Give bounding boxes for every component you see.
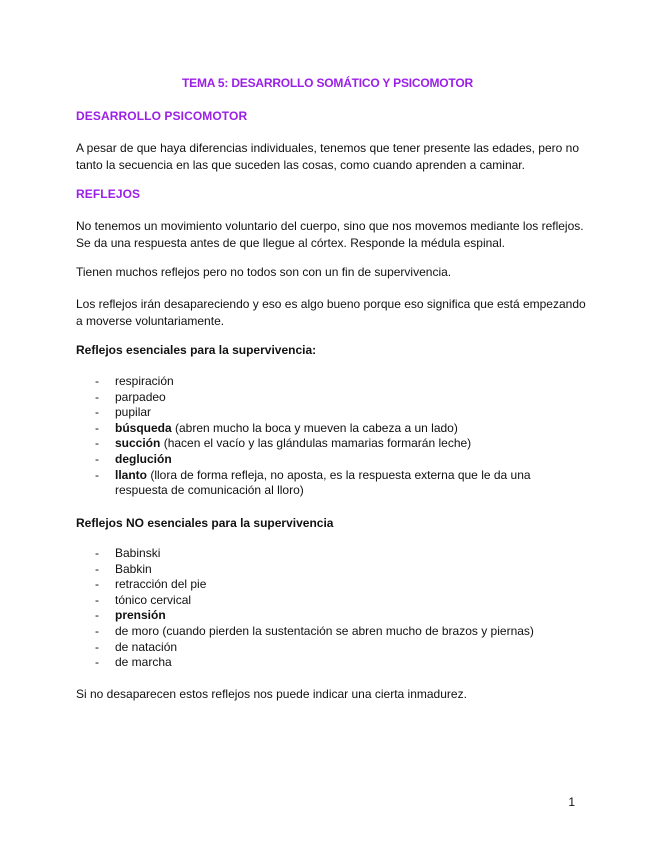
page-number: 1 [568,795,575,809]
list-item-text: de natación [115,639,178,654]
list-item [76,562,576,578]
list-item-text: de marcha [115,655,172,670]
paragraph-reflejos-2: Tienen muchos reflejos pero no todos son con un fin de supervivencia. [76,265,452,279]
list-item-text: parpadeo [115,389,166,404]
list-item-text: tónico cervical [115,592,192,607]
section-heading-reflejos: REFLEJOS [76,187,141,201]
list-item [76,436,576,452]
list-item [76,577,576,593]
dash-bullet-icon: - [95,655,99,670]
dash-bullet-icon: - [95,639,99,654]
list-item-text: pupilar [115,405,152,420]
paragraph-closing: Si no desaparecen estos reflejos nos puede indicar una cierta inmadurez. [76,687,467,701]
list-item [76,374,576,390]
dash-bullet-icon: - [95,436,99,451]
list-item [76,390,576,406]
list-item-term: succión [115,436,161,451]
essential-reflexes-list [76,374,576,499]
paragraph-reflejos-3: Los reflejos irán desapareciendo y eso es algo bueno porque eso significa que está empezando a moverse voluntariamente. [76,297,586,328]
list-item-term: llanto [115,467,147,482]
subheading-non-essential-reflexes: Reflejos NO esenciales para la supervivencia [76,516,334,530]
list-item [76,421,576,437]
list-item-text: de moro (cuando pierden la sustentación se abren mucho de brazos y piernas) [115,623,534,638]
dash-bullet-icon: - [95,608,99,623]
list-item [76,624,576,640]
list-item-term: deglución [115,451,172,466]
list-item-text: respiración [115,374,174,388]
dash-bullet-icon: - [95,467,99,482]
list-item [76,608,576,624]
list-item-term: búsqueda [115,420,172,435]
dash-bullet-icon: - [95,561,99,576]
paragraph-intro: A pesar de que haya diferencias individuales, tenemos que tener presente las edades, pero no tanto la secuencia en las que suceden las cosas, como cuando aprenden a caminar. [76,141,580,172]
list-item-text: (abren mucho la boca y mueven la cabeza a un lado) [171,420,458,435]
dash-bullet-icon: - [95,592,99,607]
list-item-term: prensión [115,608,166,623]
dash-bullet-icon: - [95,577,99,592]
dash-bullet-icon: - [95,420,99,435]
list-item [76,655,576,671]
dash-bullet-icon: - [95,623,99,638]
dash-bullet-icon: - [95,374,99,388]
list-item [76,405,576,421]
document-title: TEMA 5: DESARROLLO SOMÁTICO Y PSICOMOTOR [182,76,473,90]
non-essential-reflexes-list [76,546,576,671]
list-item [76,452,576,468]
dash-bullet-icon: - [95,405,99,420]
dash-bullet-icon: - [95,389,99,404]
dash-bullet-icon: - [95,546,99,560]
list-item-text: (hacen el vacío y las glándulas mamarias formarán leche) [160,436,472,451]
list-item [76,640,576,656]
list-item [76,593,576,609]
list-item-text: retracción del pie [115,577,207,592]
section-heading-desarrollo-psicomotor: DESARROLLO PSICOMOTOR [76,109,248,123]
list-item-text: (llora de forma refleja, no aposta, es la respuesta externa que le da una respuesta de comunicación al lloro) [115,467,531,498]
list-item [76,546,576,562]
subheading-essential-reflexes: Reflejos esenciales para la supervivencia: [76,343,317,357]
paragraph-reflejos-1: No tenemos un movimiento voluntario del cuerpo, sino que nos movemos mediante los reflejos. Se da una respuesta antes de que llegue al córtex. Responde la médula espinal. [76,219,584,250]
list-item [76,468,576,499]
dash-bullet-icon: - [95,451,99,466]
list-item-text: Babinski [115,546,161,560]
list-item-text: Babkin [115,561,152,576]
